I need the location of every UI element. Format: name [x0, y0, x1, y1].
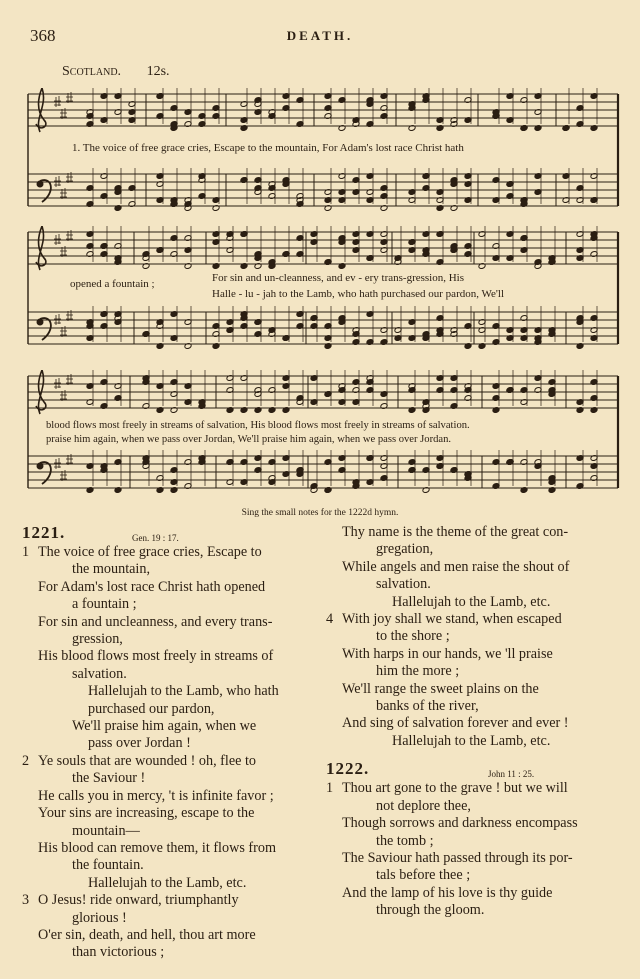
verse-line [22, 648, 322, 665]
page-header [0, 26, 640, 46]
verse-line [326, 867, 622, 884]
verse-text: For sin and uncleanness, and every trans- [38, 613, 273, 630]
verse-text: him the more ; [376, 663, 460, 680]
verse-text: Hallelujah to the Lamb, etc. [88, 874, 247, 891]
lyric-system-3a: blood flows most freely in streams of salvation, His blood flows most freely in streams of salvation. [46, 420, 470, 431]
verse-text: With joy shall we stand, when escaped [342, 611, 562, 628]
verse-text: purchased our pardon, [88, 700, 215, 717]
text-column-left [22, 524, 322, 962]
verse-text: Though sorrows and darkness encompass [342, 815, 578, 832]
verse-number: 4 [326, 611, 334, 628]
verse-text: Ye souls that are wounded ! oh, flee to [38, 752, 257, 769]
verse-line [22, 892, 322, 909]
verse-line [326, 715, 622, 732]
running-title: DEATH. [286, 28, 354, 43]
hymn-1222-text [326, 780, 622, 919]
music-system-2 [26, 226, 622, 358]
verse-line [326, 611, 622, 628]
verse-text: mountain— [72, 822, 140, 839]
verse-text: a fountain ; [72, 596, 137, 613]
verse-line [326, 541, 622, 558]
verse-text: Thou art gone to the grave ! but we will [342, 780, 568, 797]
verse-line [326, 646, 622, 663]
verse-line [22, 596, 322, 613]
verse-text: the fountain. [72, 857, 144, 874]
verse-text: banks of the river, [376, 698, 479, 715]
music-footnote: Sing the small notes for the 1222d hymn. [241, 508, 399, 518]
verse-number: 1 [22, 544, 30, 560]
lyric-system-2c: Halle - lu - jah to the Lamb, who hath purchased our pardon, We'll [212, 288, 505, 300]
verse-text: And sing of salvation forever and ever ! [342, 715, 569, 732]
verse-line [326, 833, 622, 850]
verse-line [326, 576, 622, 593]
verse-text: Your sins are increasing, escape to the [38, 805, 255, 822]
verse-number: 2 [22, 752, 30, 769]
tune-meter: 12s. [146, 64, 170, 79]
verse-text: glorious ! [72, 909, 127, 926]
page-number: 368 [30, 26, 56, 45]
scripture-reference: Gen. 19 : 17. [132, 533, 179, 543]
verse-text: With harps in our hands, we 'll praise [342, 645, 553, 662]
lyric-system-3b: praise him again, when we pass over Jordan, We'll praise him again, when we pass over Jordan. [46, 434, 452, 445]
lyric-system-2a: opened a fountain ; [70, 278, 155, 290]
verse-line [22, 753, 322, 770]
verse-text: tals before thee ; [376, 867, 471, 884]
hymn-1221-continued [326, 524, 622, 750]
verse-line [22, 614, 322, 631]
hymn-number: 1222. [326, 759, 370, 779]
verse-line [326, 902, 622, 919]
verse-line [22, 666, 322, 683]
music-system-3 [26, 370, 622, 502]
text-column-right [326, 524, 622, 920]
verse-line [22, 875, 322, 892]
verse-text: We'll praise him again, when we [72, 718, 257, 735]
verse-text: not deplore thee, [376, 797, 471, 814]
verse-line [22, 823, 322, 840]
verse-text: Hallelujah to the Lamb, etc. [392, 732, 551, 749]
verse-line [326, 780, 622, 797]
verse-line [22, 805, 322, 822]
verse-text: He calls you in mercy, 't is infinite favor ; [38, 787, 274, 804]
verse-text: Thy name is the theme of the great con- [342, 524, 569, 540]
verse-line [22, 788, 322, 805]
verse-line [326, 798, 622, 815]
music-staff-system-1 [26, 88, 622, 220]
verse-line [22, 770, 322, 787]
verse-number: 1 [326, 780, 334, 797]
verse-text: His blood flows most freely in streams of [38, 648, 274, 665]
verse-line [22, 857, 322, 874]
hymn-number: 1221. [22, 523, 66, 542]
verse-line [22, 944, 322, 961]
lyric-system-1: 1. The voice of free grace cries, Escape to the mountain, For Adam's lost race Christ hath [72, 142, 464, 154]
verse-text: pass over Jordan ! [88, 735, 191, 752]
verse-text: gression, [72, 631, 123, 648]
verse-line [326, 850, 622, 867]
verse-text: salvation. [72, 665, 127, 682]
verse-line [22, 701, 322, 718]
verse-line [326, 698, 622, 715]
music-system-1 [26, 88, 622, 220]
verse-line [326, 733, 622, 750]
verse-text: than victorious ; [72, 944, 165, 961]
verse-text: O'er sin, death, and hell, thou art more [38, 926, 256, 943]
verse-line [22, 579, 322, 596]
verse-number: 3 [22, 892, 30, 909]
verse-line [22, 910, 322, 927]
verse-line [326, 594, 622, 611]
verse-text: And the lamp of his love is thy guide [342, 884, 553, 901]
verse-line [22, 927, 322, 944]
hymn-1222-heading [326, 760, 622, 780]
verse-text: We'll range the sweet plains on the [342, 680, 539, 697]
verse-line [326, 524, 622, 541]
verse-line [326, 628, 622, 645]
verse-text: For Adam's lost race Christ hath opened [38, 578, 266, 595]
verse-line [22, 840, 322, 857]
verse-text: gregation, [376, 541, 434, 558]
verse-text: salvation. [376, 576, 431, 593]
tune-label [62, 64, 170, 80]
verse-line [326, 815, 622, 832]
verse-text: Hallelujah to the Lamb, who hath [88, 683, 279, 700]
verse-text: Hallelujah to the Lamb, etc. [392, 593, 551, 610]
scripture-reference: John 11 : 25. [488, 769, 535, 780]
verse-text: His blood can remove them, it flows from [38, 839, 276, 856]
verse-text: O Jesus! ride onward, triumphantly [38, 892, 239, 909]
verse-text: to the shore ; [376, 628, 450, 645]
verse-line [22, 683, 322, 700]
verse-text: The voice of free grace cries, Escape to [38, 544, 262, 560]
verse-line [326, 559, 622, 576]
verse-line [326, 885, 622, 902]
hymn-1221-text [22, 544, 322, 962]
verse-text: While angels and men raise the shout of [342, 558, 570, 575]
lyric-system-2b: For sin and un-cleanness, and ev - ery trans-gression, His [212, 272, 465, 284]
verse-text: the mountain, [72, 561, 151, 578]
verse-text: The Saviour hath passed through its por- [342, 849, 573, 866]
verse-line [22, 718, 322, 735]
verse-text: through the gloom. [376, 902, 485, 919]
verse-text: the tomb ; [376, 832, 434, 849]
hymn-1221-heading [22, 524, 322, 544]
verse-line [22, 631, 322, 648]
verse-text: the Saviour ! [72, 770, 146, 787]
verse-line [326, 663, 622, 680]
verse-line [22, 561, 322, 578]
verse-line [22, 735, 322, 752]
tune-name: Scotland. [62, 64, 122, 79]
verse-line [326, 681, 622, 698]
